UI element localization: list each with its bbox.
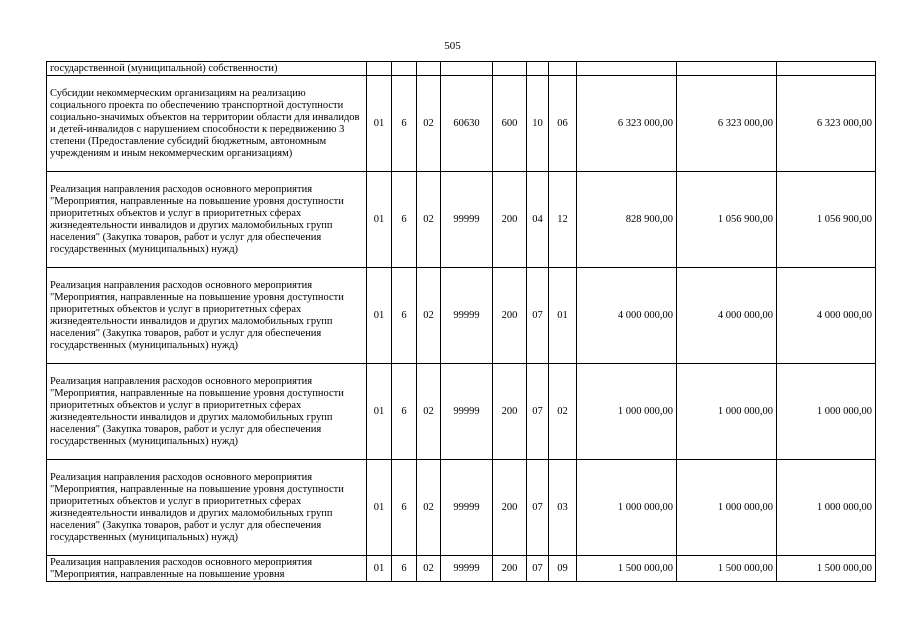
row-description: Реализация направления расходов основного мероприятия "Мероприятия, направленные на повышение уровня bbox=[47, 556, 367, 582]
code-program: 01 bbox=[367, 268, 392, 364]
code-subsection: 03 bbox=[549, 460, 577, 556]
code-program: 01 bbox=[367, 76, 392, 172]
amount-year-1: 1 000 000,00 bbox=[577, 460, 677, 556]
code-subprogram: 6 bbox=[392, 460, 417, 556]
code-subprogram bbox=[392, 62, 417, 76]
code-subsection: 01 bbox=[549, 268, 577, 364]
amount-year-1: 6 323 000,00 bbox=[577, 76, 677, 172]
code-expense-type: 200 bbox=[493, 460, 527, 556]
code-section: 07 bbox=[527, 268, 549, 364]
code-event bbox=[417, 62, 441, 76]
row-description: государственной (муниципальной) собственности) bbox=[47, 62, 367, 76]
row-description: Реализация направления расходов основного мероприятия "Мероприятия, направленные на повышение уровня доступности приоритетных объектов и услуг в приоритетных сферах жизнедеятельности инвалидов и других маломобильных групп населения" (Закупка товаров, работ и услуг для обеспечения государственных (муниципальных) нужд) bbox=[47, 268, 367, 364]
amount-year-3: 1 000 000,00 bbox=[777, 364, 876, 460]
code-subsection: 06 bbox=[549, 76, 577, 172]
code-direction: 99999 bbox=[441, 172, 493, 268]
code-event: 02 bbox=[417, 172, 441, 268]
code-event: 02 bbox=[417, 76, 441, 172]
amount-year-1: 1 000 000,00 bbox=[577, 364, 677, 460]
code-subsection: 09 bbox=[549, 556, 577, 582]
amount-year-2: 1 056 900,00 bbox=[677, 172, 777, 268]
code-event: 02 bbox=[417, 556, 441, 582]
amount-year-3 bbox=[777, 62, 876, 76]
code-section: 07 bbox=[527, 364, 549, 460]
code-program: 01 bbox=[367, 460, 392, 556]
amount-year-2: 6 323 000,00 bbox=[677, 76, 777, 172]
code-program bbox=[367, 62, 392, 76]
amount-year-2: 1 500 000,00 bbox=[677, 556, 777, 582]
amount-year-2: 1 000 000,00 bbox=[677, 460, 777, 556]
code-expense-type: 200 bbox=[493, 268, 527, 364]
code-expense-type bbox=[493, 62, 527, 76]
amount-year-3: 1 000 000,00 bbox=[777, 460, 876, 556]
amount-year-1: 4 000 000,00 bbox=[577, 268, 677, 364]
row-description: Реализация направления расходов основного мероприятия "Мероприятия, направленные на повышение уровня доступности приоритетных объектов и услуг в приоритетных сферах жизнедеятельности инвалидов и других маломобильных групп населения" (Закупка товаров, работ и услуг для обеспечения государственных (муниципальных) нужд) bbox=[47, 460, 367, 556]
code-expense-type: 200 bbox=[493, 364, 527, 460]
code-event: 02 bbox=[417, 268, 441, 364]
amount-year-3: 6 323 000,00 bbox=[777, 76, 876, 172]
code-program: 01 bbox=[367, 172, 392, 268]
code-direction: 60630 bbox=[441, 76, 493, 172]
amount-year-1 bbox=[577, 62, 677, 76]
code-subprogram: 6 bbox=[392, 268, 417, 364]
table-row bbox=[47, 556, 876, 582]
code-expense-type: 600 bbox=[493, 76, 527, 172]
table-row bbox=[47, 172, 876, 268]
code-direction bbox=[441, 62, 493, 76]
code-expense-type: 200 bbox=[493, 172, 527, 268]
code-direction: 99999 bbox=[441, 268, 493, 364]
code-subprogram: 6 bbox=[392, 364, 417, 460]
code-program: 01 bbox=[367, 556, 392, 582]
amount-year-3: 1 056 900,00 bbox=[777, 172, 876, 268]
amount-year-2: 1 000 000,00 bbox=[677, 364, 777, 460]
code-section: 10 bbox=[527, 76, 549, 172]
code-event: 02 bbox=[417, 364, 441, 460]
code-direction: 99999 bbox=[441, 460, 493, 556]
row-description: Реализация направления расходов основного мероприятия "Мероприятия, направленные на повышение уровня доступности приоритетных объектов и услуг в приоритетных сферах жизнедеятельности инвалидов и других маломобильных групп населения" (Закупка товаров, работ и услуг для обеспечения государственных (муниципальных) нужд) bbox=[47, 172, 367, 268]
code-section: 07 bbox=[527, 460, 549, 556]
amount-year-3: 1 500 000,00 bbox=[777, 556, 876, 582]
code-direction: 99999 bbox=[441, 556, 493, 582]
table-row bbox=[47, 76, 876, 172]
code-section bbox=[527, 62, 549, 76]
code-direction: 99999 bbox=[441, 364, 493, 460]
amount-year-2: 4 000 000,00 bbox=[677, 268, 777, 364]
amount-year-2 bbox=[677, 62, 777, 76]
code-section: 07 bbox=[527, 556, 549, 582]
amount-year-1: 1 500 000,00 bbox=[577, 556, 677, 582]
amount-year-1: 828 900,00 bbox=[577, 172, 677, 268]
code-subprogram: 6 bbox=[392, 556, 417, 582]
row-description: Субсидии некоммерческим организациям на реализацию социального проекта по обеспечению транспортной доступности социально-значимых объектов на территории области для инвалидов и детей-инвалидов с нарушением способности к передвижению 3 степени (Предоставление субсидий бюджетным, автономным учреждениям и иным некоммерческим организациям) bbox=[47, 76, 367, 172]
table-row bbox=[47, 62, 876, 76]
amount-year-3: 4 000 000,00 bbox=[777, 268, 876, 364]
budget-table bbox=[46, 61, 876, 582]
code-event: 02 bbox=[417, 460, 441, 556]
page-number: 505 bbox=[444, 40, 461, 52]
code-expense-type: 200 bbox=[493, 556, 527, 582]
table-row bbox=[47, 460, 876, 556]
code-subsection: 12 bbox=[549, 172, 577, 268]
code-section: 04 bbox=[527, 172, 549, 268]
code-program: 01 bbox=[367, 364, 392, 460]
row-description: Реализация направления расходов основного мероприятия "Мероприятия, направленные на повышение уровня доступности приоритетных объектов и услуг в приоритетных сферах жизнедеятельности инвалидов и других маломобильных групп населения" (Закупка товаров, работ и услуг для обеспечения государственных (муниципальных) нужд) bbox=[47, 364, 367, 460]
code-subprogram: 6 bbox=[392, 172, 417, 268]
code-subprogram: 6 bbox=[392, 76, 417, 172]
code-subsection bbox=[549, 62, 577, 76]
code-subsection: 02 bbox=[549, 364, 577, 460]
table-row bbox=[47, 268, 876, 364]
table-row bbox=[47, 364, 876, 460]
